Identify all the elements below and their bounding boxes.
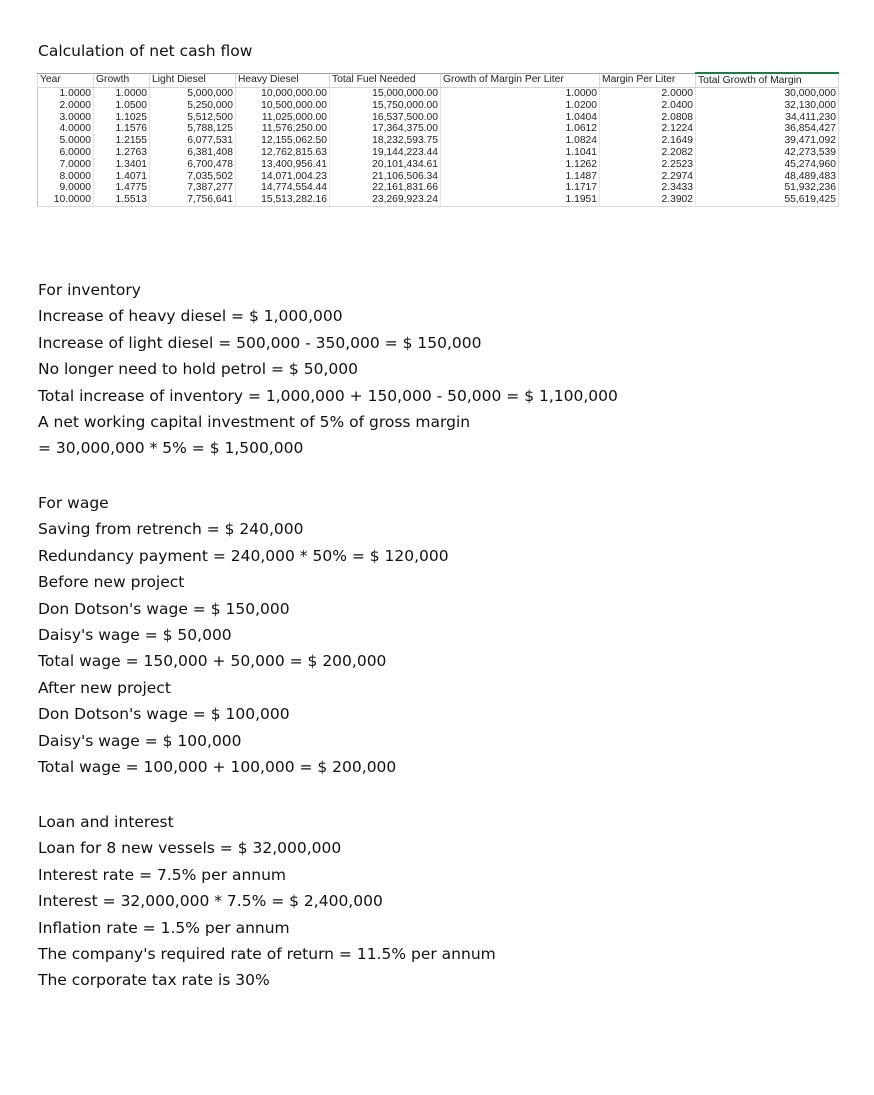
table-cell: 39,471,092 <box>696 135 839 147</box>
table-cell: 32,130,000 <box>696 100 839 112</box>
table-cell: 9.0000 <box>38 182 94 194</box>
table-cell: 1.0000 <box>94 88 150 100</box>
table-cell: 22,161,831.66 <box>330 182 441 194</box>
table-cell: 1.1951 <box>441 194 600 206</box>
wage-heading: For wage <box>38 494 109 512</box>
wage-line: Before new project <box>38 573 185 592</box>
table-cell: 6,077,531 <box>150 135 236 147</box>
table-cell: 5,512,500 <box>150 112 236 124</box>
header-light-diesel: Light Diesel <box>150 73 236 88</box>
table-cell: 21,106,506.34 <box>330 171 441 183</box>
table-cell: 5,000,000 <box>150 88 236 100</box>
inventory-line: Total increase of inventory = 1,000,000 + 150,000 - 50,000 = $ 1,100,000 <box>38 386 618 405</box>
table-cell: 1.1262 <box>441 159 600 171</box>
wage-line: Total wage = 150,000 + 50,000 = $ 200,000 <box>38 652 387 671</box>
table-cell: 4.0000 <box>38 123 94 135</box>
table-cell: 2.1649 <box>600 135 696 147</box>
table-cell: 2.2082 <box>600 147 696 159</box>
table-cell: 18,232,593.75 <box>330 135 441 147</box>
table-cell: 10,000,000.00 <box>236 88 330 100</box>
table-cell: 34,411,230 <box>696 112 839 124</box>
table-row <box>38 112 839 124</box>
table-cell: 11,025,000.00 <box>236 112 330 124</box>
table-cell: 1.2155 <box>94 135 150 147</box>
table-cell: 7.0000 <box>38 159 94 171</box>
header-year: Year <box>38 73 94 88</box>
loan-section <box>38 809 496 994</box>
inventory-line: Increase of heavy diesel = $ 1,000,000 <box>38 307 343 326</box>
table-cell: 23,269,923.24 <box>330 194 441 206</box>
wage-line: Redundancy payment = 240,000 * 50% = $ 120,000 <box>38 546 449 565</box>
inventory-line: Increase of light diesel = 500,000 - 350,000 = $ 150,000 <box>38 333 482 352</box>
inventory-line: No longer need to hold petrol = $ 50,000 <box>38 360 358 379</box>
table-cell: 8.0000 <box>38 171 94 183</box>
wage-line: Daisy's wage = $ 50,000 <box>38 625 232 644</box>
inventory-heading: For inventory <box>38 281 141 299</box>
table-cell: 1.3401 <box>94 159 150 171</box>
table-cell: 14,071,004.23 <box>236 171 330 183</box>
table-cell: 1.2763 <box>94 147 150 159</box>
inventory-line: = 30,000,000 * 5% = $ 1,500,000 <box>38 439 304 458</box>
inventory-line: A net working capital investment of 5% of gross margin <box>38 412 471 431</box>
table-cell: 12,155,062.50 <box>236 135 330 147</box>
table-cell: 2.2523 <box>600 159 696 171</box>
wage-section <box>38 490 449 780</box>
wage-line: Don Dotson's wage = $ 150,000 <box>38 599 290 618</box>
table-row <box>38 147 839 159</box>
table-cell: 51,932,236 <box>696 182 839 194</box>
table-cell: 1.1487 <box>441 171 600 183</box>
header-margin-per-liter: Margin Per Liter <box>600 73 696 88</box>
table-cell: 30,000,000 <box>696 88 839 100</box>
table-cell: 2.3433 <box>600 182 696 194</box>
table-cell: 1.0612 <box>441 123 600 135</box>
table-row <box>38 159 839 171</box>
table-cell: 1.0200 <box>441 100 600 112</box>
table-row <box>38 88 839 100</box>
header-total-fuel: Total Fuel Needed <box>330 73 441 88</box>
table-cell: 1.1025 <box>94 112 150 124</box>
table-cell: 1.1576 <box>94 123 150 135</box>
table-cell: 2.3902 <box>600 194 696 206</box>
table-cell: 2.1224 <box>600 123 696 135</box>
table-cell: 15,513,282.16 <box>236 194 330 206</box>
table-cell: 2.0808 <box>600 112 696 124</box>
table-row <box>38 123 839 135</box>
table-cell: 48,489,483 <box>696 171 839 183</box>
table-cell: 14,774,554.44 <box>236 182 330 194</box>
page-title: Calculation of net cash flow <box>38 42 253 60</box>
header-total-growth-margin: Total Growth of Margin <box>696 73 839 88</box>
table-cell: 2.0000 <box>38 100 94 112</box>
wage-line: Daisy's wage = $ 100,000 <box>38 731 242 750</box>
table-cell: 1.4071 <box>94 171 150 183</box>
table-cell: 1.0824 <box>441 135 600 147</box>
table-cell: 1.0500 <box>94 100 150 112</box>
table-cell: 10.0000 <box>38 194 94 206</box>
loan-line: The company's required rate of return = 11.5% per annum <box>38 944 496 963</box>
table-row <box>38 135 839 147</box>
loan-line: Inflation rate = 1.5% per annum <box>38 918 290 937</box>
loan-line: The corporate tax rate is 30% <box>38 971 270 990</box>
table-cell: 19,144,223.44 <box>330 147 441 159</box>
loan-line: Interest rate = 7.5% per annum <box>38 865 287 884</box>
table-cell: 5,788,125 <box>150 123 236 135</box>
table-cell: 11,576,250.00 <box>236 123 330 135</box>
table-cell: 5.0000 <box>38 135 94 147</box>
table-cell: 6,700,478 <box>150 159 236 171</box>
wage-line: After new project <box>38 678 171 697</box>
table-cell: 1.5513 <box>94 194 150 206</box>
table-cell: 1.4775 <box>94 182 150 194</box>
table-row <box>38 182 839 194</box>
table-cell: 7,756,641 <box>150 194 236 206</box>
table-cell: 45,274,960 <box>696 159 839 171</box>
table-row <box>38 194 839 206</box>
loan-heading: Loan and interest <box>38 813 174 831</box>
table-cell: 6,381,408 <box>150 147 236 159</box>
table-cell: 2.0000 <box>600 88 696 100</box>
table-cell: 55,619,425 <box>696 194 839 206</box>
header-heavy-diesel: Heavy Diesel <box>236 73 330 88</box>
header-growth-margin: Growth of Margin Per Liter <box>441 73 600 88</box>
table-cell: 20,101,434.61 <box>330 159 441 171</box>
table-cell: 12,762,815.63 <box>236 147 330 159</box>
table-cell: 36,854,427 <box>696 123 839 135</box>
table-cell: 1.0000 <box>38 88 94 100</box>
table-cell: 7,035,502 <box>150 171 236 183</box>
table-cell: 1.0000 <box>441 88 600 100</box>
table-cell: 17,364,375.00 <box>330 123 441 135</box>
table-cell: 6.0000 <box>38 147 94 159</box>
table-cell: 1.1717 <box>441 182 600 194</box>
table-cell: 10,500,000.00 <box>236 100 330 112</box>
wage-line: Total wage = 100,000 + 100,000 = $ 200,000 <box>38 757 397 776</box>
inventory-section <box>38 277 618 462</box>
table-cell: 1.1041 <box>441 147 600 159</box>
table-cell: 16,537,500.00 <box>330 112 441 124</box>
table-cell: 5,250,000 <box>150 100 236 112</box>
table-cell: 7,387,277 <box>150 182 236 194</box>
wage-line: Saving from retrench = $ 240,000 <box>38 520 304 539</box>
table-cell: 42,273,539 <box>696 147 839 159</box>
wage-line: Don Dotson's wage = $ 100,000 <box>38 705 290 724</box>
table-row <box>38 171 839 183</box>
cash-flow-table <box>37 72 838 250</box>
table-header-row <box>38 73 839 88</box>
table-cell: 2.0400 <box>600 100 696 112</box>
table-cell: 3.0000 <box>38 112 94 124</box>
table-row <box>38 100 839 112</box>
table-cell: 13,400,956.41 <box>236 159 330 171</box>
loan-line: Loan for 8 new vessels = $ 32,000,000 <box>38 839 342 858</box>
header-growth: Growth <box>94 73 150 88</box>
table-cell: 15,750,000.00 <box>330 100 441 112</box>
table-cell: 1.0404 <box>441 112 600 124</box>
table-cell: 15,000,000.00 <box>330 88 441 100</box>
loan-line: Interest = 32,000,000 * 7.5% = $ 2,400,000 <box>38 892 383 911</box>
table-cell: 2.2974 <box>600 171 696 183</box>
